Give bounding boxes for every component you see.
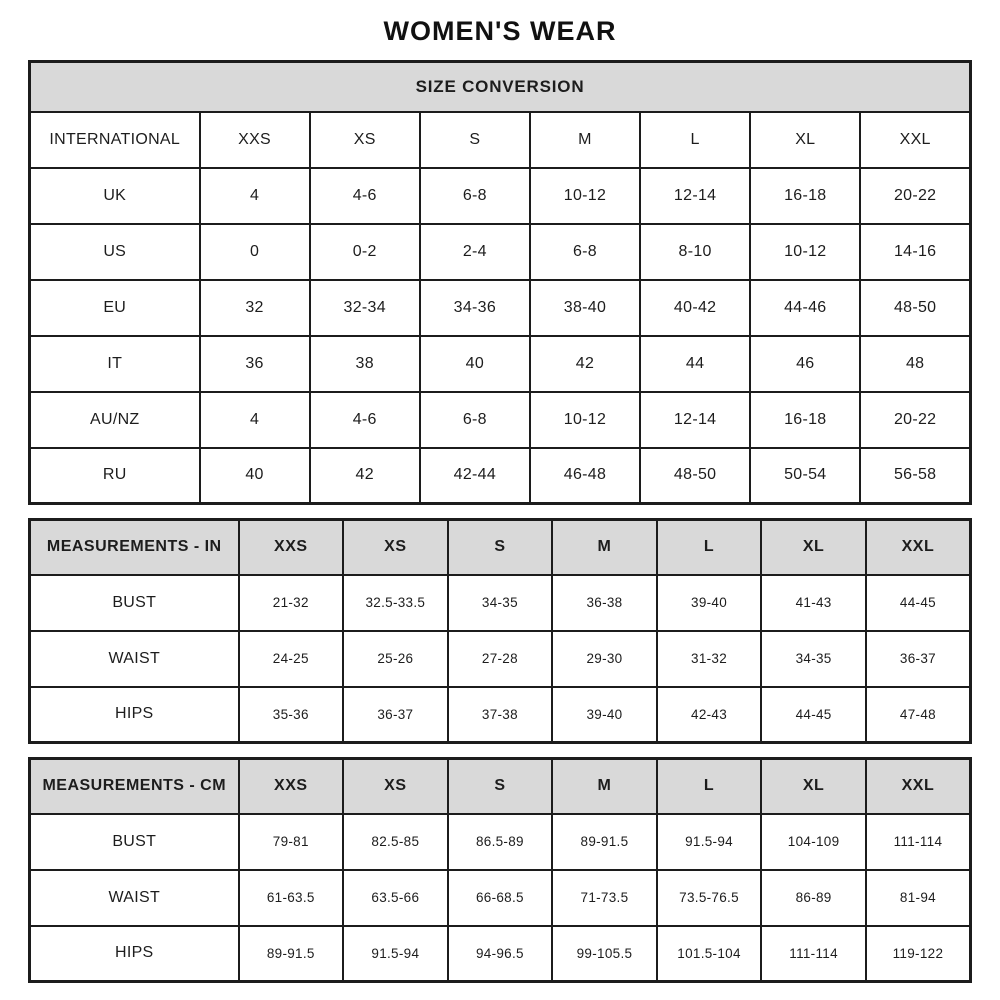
table-title-cell: MEASUREMENTS - CM — [30, 759, 239, 814]
size-value-cell: 16-18 — [750, 392, 860, 448]
table-row — [30, 575, 971, 631]
measurement-value-cell: 39-40 — [552, 687, 657, 743]
row-label-cell: BUST — [30, 814, 239, 870]
size-value-cell: 44-46 — [750, 280, 860, 336]
table-title-cell: SIZE CONVERSION — [30, 62, 971, 112]
measurement-value-cell: 35-36 — [239, 687, 344, 743]
measurement-value-cell: 42-43 — [657, 687, 762, 743]
size-value-cell: 36 — [200, 336, 310, 392]
size-value-cell: 46-48 — [530, 448, 640, 504]
measurement-value-cell: 86.5-89 — [448, 814, 553, 870]
table-row — [30, 112, 971, 168]
measurement-value-cell: 89-91.5 — [239, 926, 344, 982]
row-label-cell: BUST — [30, 575, 239, 631]
size-value-cell: 14-16 — [860, 224, 970, 280]
measurement-value-cell: 111-114 — [866, 814, 971, 870]
row-label-cell: US — [30, 224, 200, 280]
size-value-cell: 12-14 — [640, 168, 750, 224]
size-value-cell: 44 — [640, 336, 750, 392]
size-value-cell: 6-8 — [420, 392, 530, 448]
measurement-value-cell: 71-73.5 — [552, 870, 657, 926]
size-value-cell: 40 — [200, 448, 310, 504]
size-value-cell: 42-44 — [420, 448, 530, 504]
column-header-cell: M — [530, 112, 640, 168]
column-header-cell: L — [640, 112, 750, 168]
measurement-value-cell: 27-28 — [448, 631, 553, 687]
size-value-cell: 40 — [420, 336, 530, 392]
size-value-cell: 12-14 — [640, 392, 750, 448]
row-label-cell: IT — [30, 336, 200, 392]
row-label-cell: EU — [30, 280, 200, 336]
measurement-value-cell: 91.5-94 — [657, 814, 762, 870]
table-row — [30, 280, 971, 336]
size-value-cell: 6-8 — [530, 224, 640, 280]
measurement-value-cell: 34-35 — [448, 575, 553, 631]
size-value-cell: 10-12 — [530, 392, 640, 448]
size-value-cell: 4-6 — [310, 168, 420, 224]
measurement-value-cell: 104-109 — [761, 814, 866, 870]
size-value-cell: 20-22 — [860, 392, 970, 448]
column-header-cell: XXS — [239, 759, 344, 814]
table-row — [30, 926, 971, 982]
table-row — [30, 814, 971, 870]
size-value-cell: 56-58 — [860, 448, 970, 504]
page-title: WOMEN'S WEAR — [383, 16, 617, 46]
measurement-value-cell: 34-35 — [761, 631, 866, 687]
table-row — [30, 870, 971, 926]
row-label-cell: HIPS — [30, 926, 239, 982]
column-header-cell: XS — [343, 520, 448, 575]
size-value-cell: 46 — [750, 336, 860, 392]
measurement-value-cell: 73.5-76.5 — [657, 870, 762, 926]
measurement-value-cell: 41-43 — [761, 575, 866, 631]
measurement-value-cell: 94-96.5 — [448, 926, 553, 982]
size-value-cell: 6-8 — [420, 168, 530, 224]
column-header-cell: XXL — [866, 759, 971, 814]
size-value-cell: 0-2 — [310, 224, 420, 280]
measurement-value-cell: 99-105.5 — [552, 926, 657, 982]
measurement-value-cell: 101.5-104 — [657, 926, 762, 982]
table-row — [30, 631, 971, 687]
size-conversion-body — [30, 62, 971, 504]
size-conversion-table — [28, 60, 972, 505]
size-value-cell: 48-50 — [640, 448, 750, 504]
measurements-in-body — [30, 520, 971, 743]
column-header-cell: S — [420, 112, 530, 168]
measurement-value-cell: 29-30 — [552, 631, 657, 687]
size-value-cell: 38 — [310, 336, 420, 392]
measurement-value-cell: 44-45 — [866, 575, 971, 631]
column-header-cell: L — [657, 759, 762, 814]
table-title-cell: MEASUREMENTS - IN — [30, 520, 239, 575]
row-label-cell: WAIST — [30, 870, 239, 926]
measurements-cm-table — [28, 757, 972, 983]
size-value-cell: 16-18 — [750, 168, 860, 224]
table-row — [30, 687, 971, 743]
table-row — [30, 448, 971, 504]
size-value-cell: 50-54 — [750, 448, 860, 504]
table-row — [30, 336, 971, 392]
column-header-cell: XL — [761, 759, 866, 814]
size-value-cell: 0 — [200, 224, 310, 280]
measurement-value-cell: 47-48 — [866, 687, 971, 743]
table-row — [30, 759, 971, 814]
measurement-value-cell: 25-26 — [343, 631, 448, 687]
measurement-value-cell: 31-32 — [657, 631, 762, 687]
row-label-cell: HIPS — [30, 687, 239, 743]
table-row — [30, 62, 971, 112]
measurement-value-cell: 32.5-33.5 — [343, 575, 448, 631]
column-header-cell: L — [657, 520, 762, 575]
measurement-value-cell: 82.5-85 — [343, 814, 448, 870]
table-row — [30, 168, 971, 224]
measurement-value-cell: 36-38 — [552, 575, 657, 631]
measurement-value-cell: 36-37 — [866, 631, 971, 687]
measurement-value-cell: 37-38 — [448, 687, 553, 743]
size-value-cell: 8-10 — [640, 224, 750, 280]
size-value-cell: 4 — [200, 392, 310, 448]
size-value-cell: 4 — [200, 168, 310, 224]
measurement-value-cell: 89-91.5 — [552, 814, 657, 870]
column-header-cell: XXS — [200, 112, 310, 168]
size-value-cell: 32-34 — [310, 280, 420, 336]
column-header-cell: XS — [310, 112, 420, 168]
column-header-cell: XXS — [239, 520, 344, 575]
measurement-value-cell: 86-89 — [761, 870, 866, 926]
column-header-cell: XL — [750, 112, 860, 168]
size-value-cell: 20-22 — [860, 168, 970, 224]
size-value-cell: 10-12 — [750, 224, 860, 280]
measurement-value-cell: 39-40 — [657, 575, 762, 631]
size-value-cell: 48-50 — [860, 280, 970, 336]
measurement-value-cell: 79-81 — [239, 814, 344, 870]
measurement-value-cell: 63.5-66 — [343, 870, 448, 926]
size-value-cell: 4-6 — [310, 392, 420, 448]
column-header-cell: XXL — [860, 112, 970, 168]
size-value-cell: 2-4 — [420, 224, 530, 280]
table-row — [30, 224, 971, 280]
row-label-cell: WAIST — [30, 631, 239, 687]
size-value-cell: 38-40 — [530, 280, 640, 336]
measurement-value-cell: 21-32 — [239, 575, 344, 631]
size-value-cell: 42 — [530, 336, 640, 392]
measurements-cm-body — [30, 759, 971, 982]
measurements-in-table — [28, 518, 972, 744]
column-header-cell: S — [448, 520, 553, 575]
column-header-cell: M — [552, 520, 657, 575]
column-header-cell: S — [448, 759, 553, 814]
measurement-value-cell: 66-68.5 — [448, 870, 553, 926]
measurement-value-cell: 91.5-94 — [343, 926, 448, 982]
row-label-cell: RU — [30, 448, 200, 504]
row-label-cell: UK — [30, 168, 200, 224]
table-row — [30, 520, 971, 575]
table-row — [30, 392, 971, 448]
size-value-cell: 34-36 — [420, 280, 530, 336]
measurement-value-cell: 44-45 — [761, 687, 866, 743]
measurement-value-cell: 81-94 — [866, 870, 971, 926]
size-value-cell: 42 — [310, 448, 420, 504]
column-header-cell: XS — [343, 759, 448, 814]
measurement-value-cell: 36-37 — [343, 687, 448, 743]
size-value-cell: 10-12 — [530, 168, 640, 224]
column-header-cell: XL — [761, 520, 866, 575]
column-header-cell: INTERNATIONAL — [30, 112, 200, 168]
column-header-cell: M — [552, 759, 657, 814]
size-value-cell: 48 — [860, 336, 970, 392]
measurement-value-cell: 111-114 — [761, 926, 866, 982]
size-value-cell: 40-42 — [640, 280, 750, 336]
row-label-cell: AU/NZ — [30, 392, 200, 448]
measurement-value-cell: 119-122 — [866, 926, 971, 982]
size-value-cell: 32 — [200, 280, 310, 336]
column-header-cell: XXL — [866, 520, 971, 575]
measurement-value-cell: 61-63.5 — [239, 870, 344, 926]
measurement-value-cell: 24-25 — [239, 631, 344, 687]
